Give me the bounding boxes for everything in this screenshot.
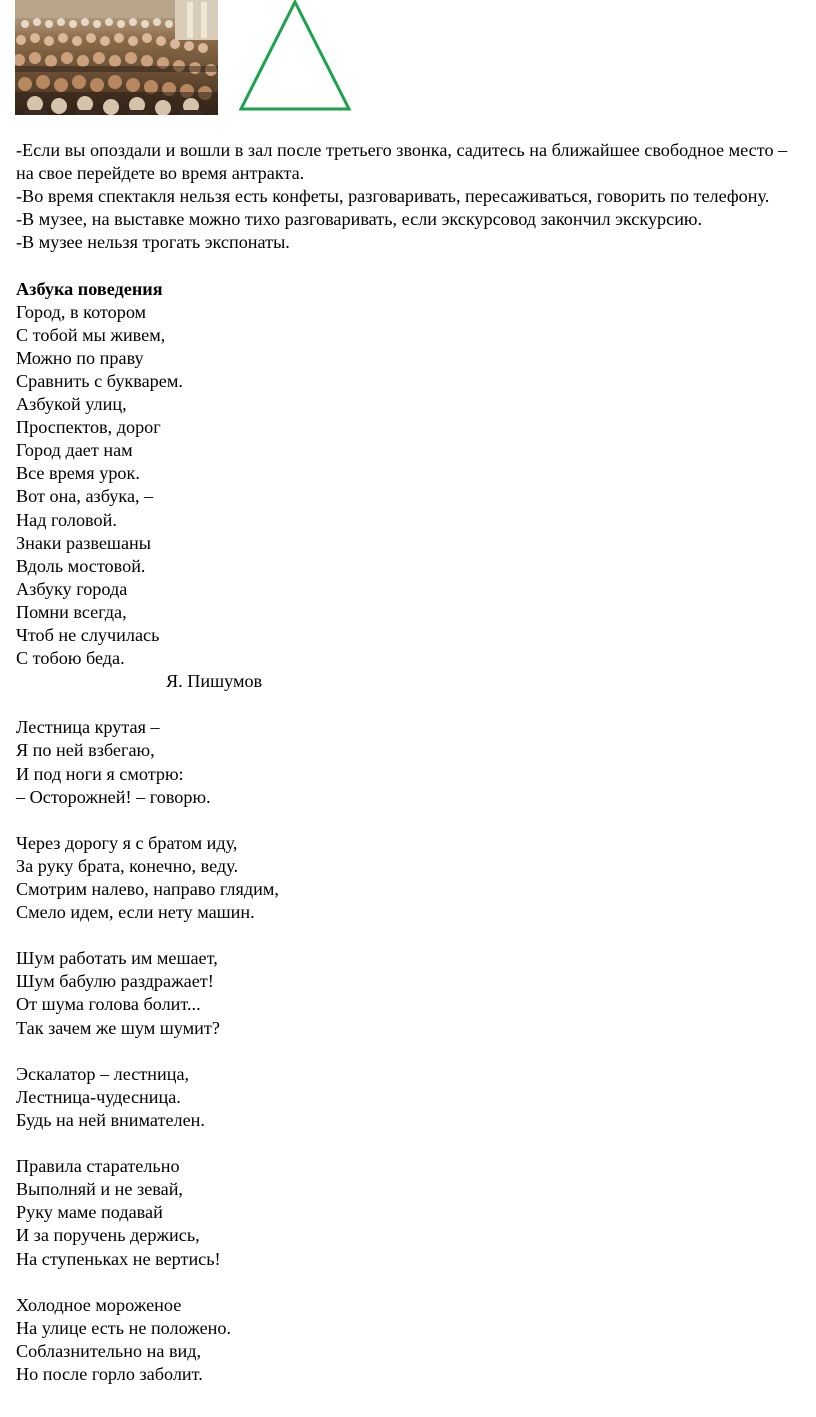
poem-line: Город дает нам [16,440,133,461]
verse-line: Шум работать им мешает, [16,948,218,969]
rule-paragraph: -В музее, на выставке можно тихо разговаривать, если экскурсовод закончил экскурсию. [16,209,703,230]
verse-line: Руку маме подавай [16,1202,163,1223]
audience-illustration [15,0,218,115]
poem-line: С тобой мы живем, [16,324,166,345]
blank-line [16,1271,806,1294]
verse-line: Эскалатор – лестница, [16,1063,190,1084]
rule-paragraph: -Если вы опоздали и вошли в зал после третьего звонка, садитесь на ближайшее свободное место – на свое перейдете во время антракта. [16,140,788,184]
verse-line: Холодное мороженое [16,1294,182,1315]
verse-line: За руку брата, конечно, веду. [16,855,238,876]
verse-line: Смотрим налево, направо глядим, [16,879,279,899]
poem-title: Азбука поведения [16,278,163,299]
poem-line: Город, в котором [16,301,147,322]
rule-paragraph: -Во время спектакля нельзя есть конфеты, разговаривать, пересаживаться, говорить по телефону. [16,186,770,207]
verse-line: Я по ней взбегаю, [16,740,155,761]
poem-line: Вот она, азбука, – [16,486,154,507]
rule-paragraph: -В музее нельзя трогать экспонаты. [16,232,290,253]
verse-line: Соблазнительно на вид, [16,1340,202,1361]
blank-line [16,1040,806,1063]
blank-line [16,693,806,716]
blank-line [16,924,806,947]
verse-line: И под ноги я смотрю: [16,763,184,784]
verse-line: От шума голова болит... [16,994,201,1015]
poem-line: Над головой. [16,509,117,530]
header-figures [15,0,375,116]
poem-line: Помни всегда, [16,601,127,622]
poem-line: Можно по праву [16,347,144,368]
verse-line: Смело идем, если нету машин. [16,902,255,923]
poem-line: Все время урок. [16,463,140,484]
verse-line: Выполняй и не зевай, [16,1179,183,1200]
poem-line: Азбуку города [16,578,128,599]
theater-audience-photo [15,0,218,115]
poem-line: Сравнить с букварем. [16,370,183,391]
verse-line: – Осторожней! – говорю. [16,786,211,807]
blank-line [16,254,806,277]
blank-line [16,1132,806,1155]
poem-line: Вдоль мостовой. [16,555,146,576]
poem-line: Азбукой улиц, [16,394,127,415]
poem-line: Проспектов, дорог [16,417,161,438]
verse-line: Будь на ней внимателен. [16,1109,205,1130]
poem-author: Я. Пишумов [166,671,263,692]
verse-line: И за поручень держись, [16,1225,200,1246]
poem-line: С тобою беда. [16,648,125,669]
verse-line: На ступеньках не вертись! [16,1248,221,1269]
verse-line: На улице есть не положено. [16,1317,232,1338]
verse-line: Шум бабулю раздражает! [16,971,214,992]
poem-line: Знаки развешаны [16,532,151,553]
verse-line: Через дорогу я с братом иду, [16,832,238,853]
verse-line: Лестница-чудесница. [16,1086,181,1107]
verse-line: Так зачем же шум шумит? [16,1017,220,1038]
poem-line: Чтоб не случилась [16,624,160,645]
verse-line: Лестница крутая – [16,717,160,738]
verse-line: Но после горло заболит. [16,1363,203,1384]
triangle-outline-icon [239,0,353,112]
document-text [16,139,806,1386]
verse-line: Правила старательно [16,1156,180,1177]
blank-line [16,809,806,832]
